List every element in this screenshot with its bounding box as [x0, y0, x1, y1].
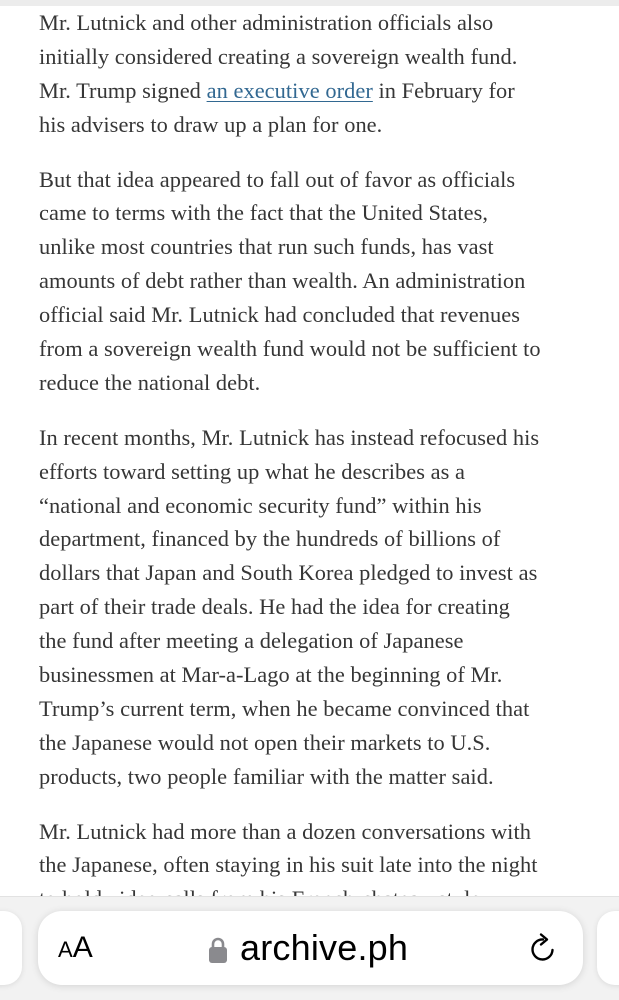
text-line: Mr. Lutnick and other administration officials also [39, 10, 494, 35]
aa-small-letter: A [58, 937, 73, 962]
text-line: his advisers to draw up a plan for one. [39, 111, 383, 137]
text-line-with-link [39, 74, 605, 108]
aa-big-letter: A [72, 931, 93, 964]
text-line: “national and economic security fund” within his [39, 492, 482, 518]
text-line: the Japanese, often staying in his suit late into the night [39, 852, 538, 878]
text-line: official said Mr. Lutnick had concluded that revenues [39, 302, 520, 328]
text-line: reduce the national debt. [39, 369, 261, 395]
article-body [39, 6, 605, 937]
text-line: the fund after meeting a delegation of Japanese [39, 628, 464, 654]
page-settings-button[interactable] [58, 929, 93, 972]
paragraph-2 [39, 163, 605, 400]
previous-tab-preview[interactable] [0, 911, 22, 985]
text-line: Trump’s current term, when he became convinced that [39, 695, 530, 721]
text-line: But that idea appeared to fall out of favor as officials [39, 166, 516, 192]
address-bar[interactable] [38, 911, 583, 985]
text-line: the Japanese would not open their markets to U.S. [39, 729, 491, 755]
lock-icon [208, 936, 228, 964]
text-line: unlike most countries that run such funds, has vast [39, 234, 494, 260]
text-line: In recent months, Mr. Lutnick has instead refocused his [39, 424, 540, 450]
text-line: from a sovereign wealth fund would not be sufficient to [39, 336, 541, 362]
text-fragment: Mr. Trump signed [39, 77, 207, 103]
browser-bottom-toolbar [0, 896, 619, 1000]
url-display[interactable] [208, 926, 408, 970]
paragraph-3 [39, 421, 605, 794]
text-line: amounts of debt rather than wealth. An administration [39, 268, 526, 294]
next-tab-preview[interactable] [597, 911, 619, 985]
executive-order-link[interactable]: an executive order [206, 77, 373, 103]
text-line: part of their trade deals. He had the idea for creating [39, 594, 510, 620]
text-line: came to terms with the fact that the United States, [39, 200, 488, 226]
text-line: efforts toward setting up what he describes as a [39, 458, 466, 484]
paragraph-1 [39, 6, 605, 142]
text-line: dollars that Japan and South Korea pledged to invest as [39, 560, 538, 586]
url-text: archive.ph [240, 927, 409, 968]
text-fragment: in February for [372, 77, 515, 103]
reload-icon[interactable] [526, 932, 560, 966]
text-line: Mr. Lutnick had more than a dozen conversations with [39, 818, 531, 844]
text-line: initially considered creating a sovereign wealth fund. [39, 43, 518, 69]
text-line: department, financed by the hundreds of billions of [39, 526, 501, 552]
text-line: businessmen at Mar-a-Lago at the beginning of Mr. [39, 662, 503, 688]
text-line: products, two people familiar with the matter said. [39, 763, 494, 789]
